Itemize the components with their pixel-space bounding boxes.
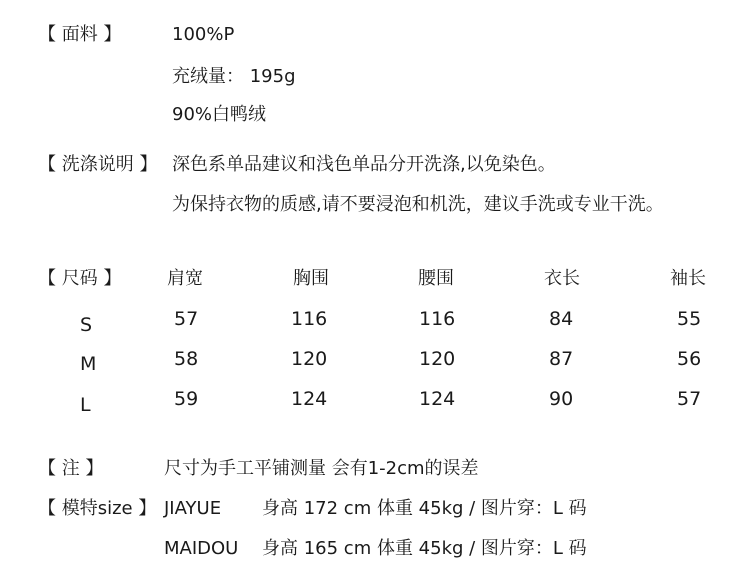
table-cell: 55 bbox=[677, 308, 702, 330]
fabric-label: 【 面料 】 bbox=[38, 24, 122, 45]
size-label: M bbox=[80, 353, 97, 375]
table-cell: 90 bbox=[549, 388, 574, 410]
model-name: JIAYUE bbox=[164, 498, 222, 519]
fabric-composition: 100%P bbox=[172, 24, 235, 45]
column-header: 胸围 bbox=[293, 268, 329, 289]
model-info: 身高 165 cm 体重 45kg / 图片穿：L 码 bbox=[262, 538, 587, 559]
table-cell: 59 bbox=[174, 388, 199, 410]
note-text: 尺寸为手工平铺测量 会有1-2cm的误差 bbox=[164, 458, 479, 479]
note-label: 【 注 】 bbox=[38, 458, 104, 479]
table-cell: 124 bbox=[291, 388, 328, 410]
size-label: L bbox=[80, 394, 91, 416]
size-table-label: 【 尺码 】 bbox=[38, 268, 122, 289]
down-content: 90%白鸭绒 bbox=[172, 104, 267, 125]
table-cell: 124 bbox=[419, 388, 456, 410]
model-size-label: 【 模特size 】 bbox=[38, 498, 157, 519]
washing-label: 【 洗涤说明 】 bbox=[38, 154, 158, 175]
size-label: S bbox=[80, 314, 93, 336]
table-cell: 120 bbox=[419, 348, 456, 370]
table-cell: 87 bbox=[549, 348, 574, 370]
table-cell: 56 bbox=[677, 348, 702, 370]
washing-line-2: 为保持衣物的质感,请不要浸泡和机洗，建议手洗或专业干洗。 bbox=[172, 194, 664, 215]
table-cell: 116 bbox=[419, 308, 456, 330]
model-name: MAIDOU bbox=[164, 538, 239, 559]
table-cell: 120 bbox=[291, 348, 328, 370]
column-header: 袖长 bbox=[670, 268, 706, 289]
column-header: 衣长 bbox=[544, 268, 580, 289]
column-header: 腰围 bbox=[418, 268, 454, 289]
table-cell: 116 bbox=[291, 308, 328, 330]
table-cell: 58 bbox=[174, 348, 199, 370]
table-cell: 57 bbox=[677, 388, 702, 410]
table-cell: 84 bbox=[549, 308, 574, 330]
washing-line-1: 深色系单品建议和浅色单品分开洗涤,以免染色。 bbox=[172, 154, 556, 175]
table-cell: 57 bbox=[174, 308, 199, 330]
model-info: 身高 172 cm 体重 45kg / 图片穿：L 码 bbox=[262, 498, 587, 519]
fill-weight: 充绒量： 195g bbox=[172, 66, 296, 87]
column-header: 肩宽 bbox=[167, 268, 203, 289]
